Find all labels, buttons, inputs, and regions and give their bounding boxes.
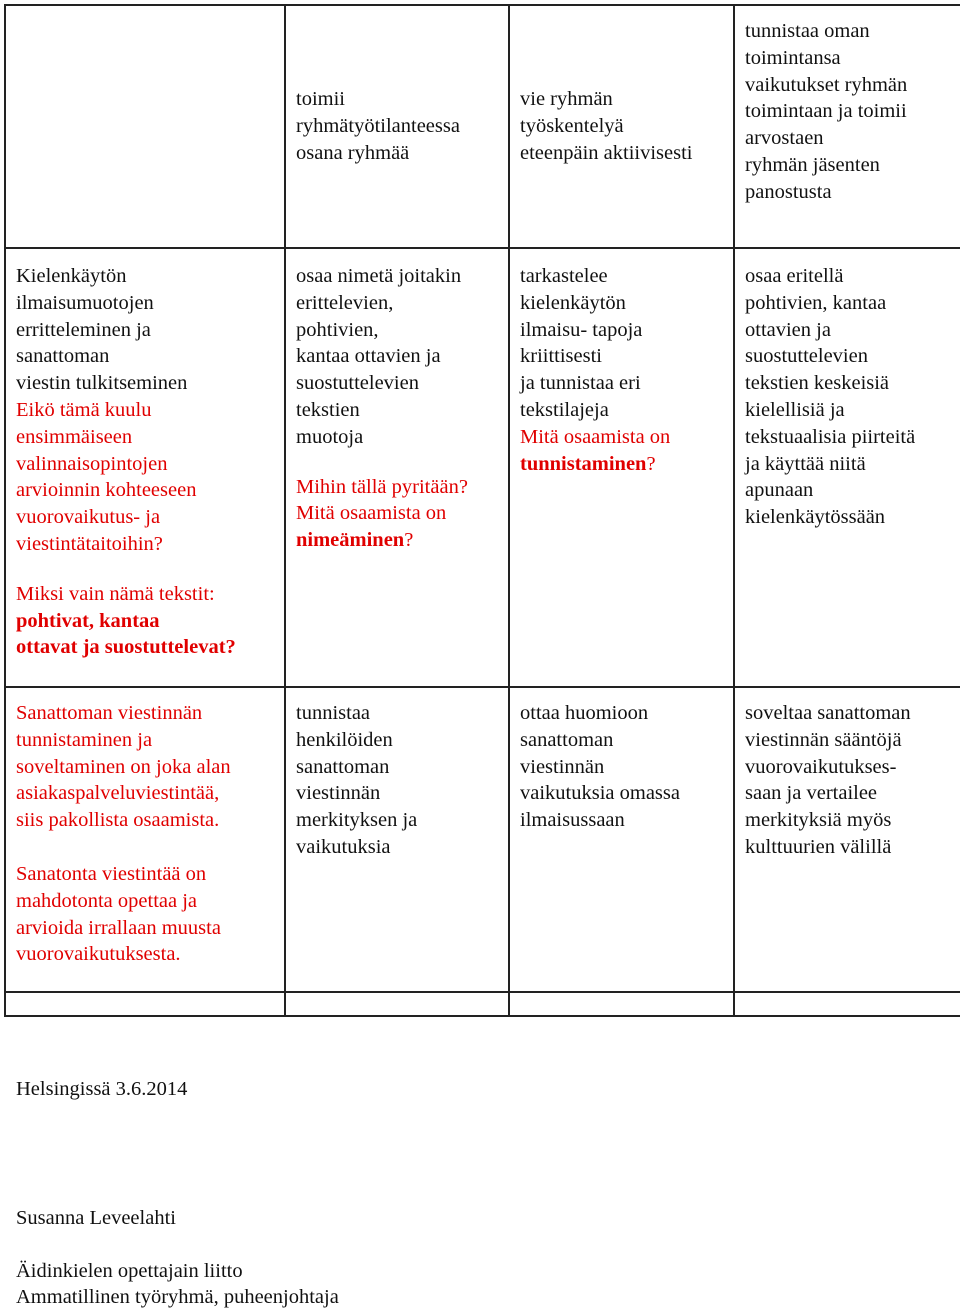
text-line: ja tunnistaa eri xyxy=(520,372,641,395)
topic-title xyxy=(16,263,274,397)
cell-topic xyxy=(5,248,285,687)
text-line: suostuttelevien xyxy=(296,372,419,395)
text-line: muotoja xyxy=(296,425,364,448)
cell-empty xyxy=(5,5,285,248)
cell-level-1 xyxy=(285,248,509,687)
text-line: viestinnän sääntöjä xyxy=(745,728,902,751)
text-line: henkilöiden xyxy=(296,728,393,751)
text-line: soveltaminen on joka alan xyxy=(16,755,231,778)
text-line: työskentelyä xyxy=(520,115,624,138)
text-line: osana ryhmää xyxy=(296,141,410,164)
text-line: tarkastelee xyxy=(520,265,608,287)
text-line: viestinnän xyxy=(520,755,605,778)
table-row-group-work xyxy=(5,5,960,248)
text-line: vaikutukset ryhmän xyxy=(745,73,908,96)
text-line: tekstilajeja xyxy=(520,398,609,421)
cell-empty xyxy=(5,992,285,1016)
text-line: Mitä osaamista on xyxy=(296,502,447,525)
text-line: vaikutuksia xyxy=(296,835,391,858)
text-line xyxy=(296,527,498,554)
text-line: Miksi vain nämä tekstit: xyxy=(16,582,215,605)
text-line: valinnaisopintojen xyxy=(16,452,168,475)
cell-empty xyxy=(509,992,734,1016)
cell-level-1 xyxy=(285,687,509,992)
text-line: erittelevien, xyxy=(296,291,394,314)
text-line: osaa eritellä xyxy=(745,265,844,287)
text-line: apunaan xyxy=(745,479,814,502)
text-line: Eikö tämä kuulu xyxy=(16,398,152,421)
text-line: mahdotonta opettaa ja xyxy=(16,889,198,912)
text-line: osaa nimetä joitakin xyxy=(296,265,462,287)
criterion-text xyxy=(296,700,498,861)
text-line: vuorovaikutukses- xyxy=(745,755,897,778)
cell-level-3 xyxy=(734,5,960,248)
text-line: Kielenkäytön xyxy=(16,265,127,287)
reviewer-comment xyxy=(296,474,498,554)
text-line: tekstien keskeisiä xyxy=(745,372,890,395)
cell-empty xyxy=(285,992,509,1016)
text-line: erritteleminen ja xyxy=(16,318,151,341)
text-line: sanattoman xyxy=(296,755,390,778)
text-line: arvioida irrallaan muusta xyxy=(16,916,221,939)
text-line: arvostaen xyxy=(745,127,824,150)
text-line: Mitä osaamista on xyxy=(520,425,671,448)
text-line: tunnistaminen ja xyxy=(16,728,153,751)
text-line: soveltaa sanattoman xyxy=(745,702,911,724)
text-line: Sanatonta viestintää on xyxy=(16,862,207,885)
text-line: ryhmätyötilanteessa xyxy=(296,115,460,138)
text-line: merkityksiä myös xyxy=(745,809,892,832)
text-line: vuorovaikutus- ja xyxy=(16,506,161,529)
reviewer-comment xyxy=(16,397,274,558)
place-and-date: Helsingissä 3.6.2014 xyxy=(16,1078,188,1100)
text-line: toimii xyxy=(296,88,345,111)
cell-topic xyxy=(5,687,285,992)
text-line: viestin tulkitseminen xyxy=(16,372,188,395)
text-line: tunnistaa xyxy=(296,702,371,724)
text-line: ilmaisu- tapoja xyxy=(520,318,643,341)
table-row-nonverbal xyxy=(5,687,960,992)
text-line: kielenkäytön xyxy=(520,291,626,314)
text-line: kulttuurien välillä xyxy=(745,835,892,858)
text-line: viestinnän xyxy=(296,782,381,805)
text-line xyxy=(520,451,723,478)
text-line: kriittisesti xyxy=(520,345,602,368)
text-line: ilmaisumuotojen xyxy=(16,291,154,314)
signer-role: Ammatillinen työryhmä, puheenjohtaja xyxy=(16,1286,339,1308)
text-line: ottavien ja xyxy=(745,318,831,341)
reviewer-comment-texts xyxy=(16,581,274,661)
criterion-text xyxy=(745,18,952,206)
text-line: pohtivien, kantaa xyxy=(745,291,887,314)
reviewer-comment xyxy=(520,424,723,478)
text-line: Sanattoman viestinnän xyxy=(16,702,203,724)
text-line: ryhmän jäsenten xyxy=(745,153,880,176)
cell-level-2 xyxy=(509,5,734,248)
bold-term: tunnistaminen xyxy=(520,452,647,475)
text-line: saan ja vertailee xyxy=(745,782,878,805)
text-line: tekstuaalisia piirteitä xyxy=(745,425,916,448)
text-line: kielenkäytössään xyxy=(745,506,886,529)
table-row-empty xyxy=(5,992,960,1016)
text-line: merkityksen ja xyxy=(296,809,418,832)
text-line: pohtivat, kantaa xyxy=(16,609,160,632)
organization: Äidinkielen opettajain liitto xyxy=(16,1260,243,1282)
text-line: sanattoman xyxy=(520,728,614,751)
text-line: kantaa ottavien ja xyxy=(296,345,441,368)
text-line: siis pakollista osaamista. xyxy=(16,809,220,832)
criterion-text xyxy=(296,263,498,451)
text-line: pohtivien, xyxy=(296,318,379,341)
text-line: toimintansa xyxy=(745,46,841,69)
bold-term: nimeäminen xyxy=(296,529,405,552)
text-line: vuorovaikutuksesta. xyxy=(16,943,181,966)
table-row-language-analysis xyxy=(5,248,960,687)
reviewer-comment xyxy=(16,861,274,968)
criterion-text xyxy=(745,263,952,531)
text-line: kielellisiä ja xyxy=(745,398,845,421)
criteria-table xyxy=(4,4,960,1017)
criterion-text xyxy=(745,700,952,861)
text-line: toimintaan ja toimii xyxy=(745,100,907,123)
text-line: arvioinnin kohteeseen xyxy=(16,479,197,502)
text-line: ottavat ja suostuttelevat? xyxy=(16,636,236,659)
text-line: ensimmäiseen xyxy=(16,425,133,448)
text-line: sanattoman xyxy=(16,345,110,368)
text-line: tunnistaa oman xyxy=(745,20,870,42)
punctuation: ? xyxy=(646,452,656,475)
text-line: ottaa huomioon xyxy=(520,702,649,724)
text-line: asiakaspalveluviestintää, xyxy=(16,782,220,805)
reviewer-comment xyxy=(16,700,274,834)
cell-level-2 xyxy=(509,248,734,687)
criterion-text xyxy=(520,263,723,424)
text-line: eteenpäin aktiivisesti xyxy=(520,141,693,164)
criterion-text xyxy=(520,86,723,166)
punctuation: ? xyxy=(404,529,414,552)
cell-level-2 xyxy=(509,687,734,992)
text-line: ja käyttää niitä xyxy=(745,452,866,475)
signer-name: Susanna Leveelahti xyxy=(16,1207,176,1229)
text-line: ilmaisussaan xyxy=(520,809,625,832)
text-line: suostuttelevien xyxy=(745,345,868,368)
text-line: Mihin tällä pyritään? xyxy=(296,475,468,498)
text-line: vie ryhmän xyxy=(520,88,613,111)
cell-level-3 xyxy=(734,248,960,687)
text-line: vaikutuksia omassa xyxy=(520,782,680,805)
text-line: viestintätaitoihin? xyxy=(16,532,163,555)
cell-level-1 xyxy=(285,5,509,248)
text-line: tekstien xyxy=(296,398,360,421)
cell-empty xyxy=(734,992,960,1016)
cell-level-3 xyxy=(734,687,960,992)
text-line: panostusta xyxy=(745,180,832,203)
criterion-text xyxy=(520,700,723,834)
criterion-text xyxy=(296,86,498,166)
